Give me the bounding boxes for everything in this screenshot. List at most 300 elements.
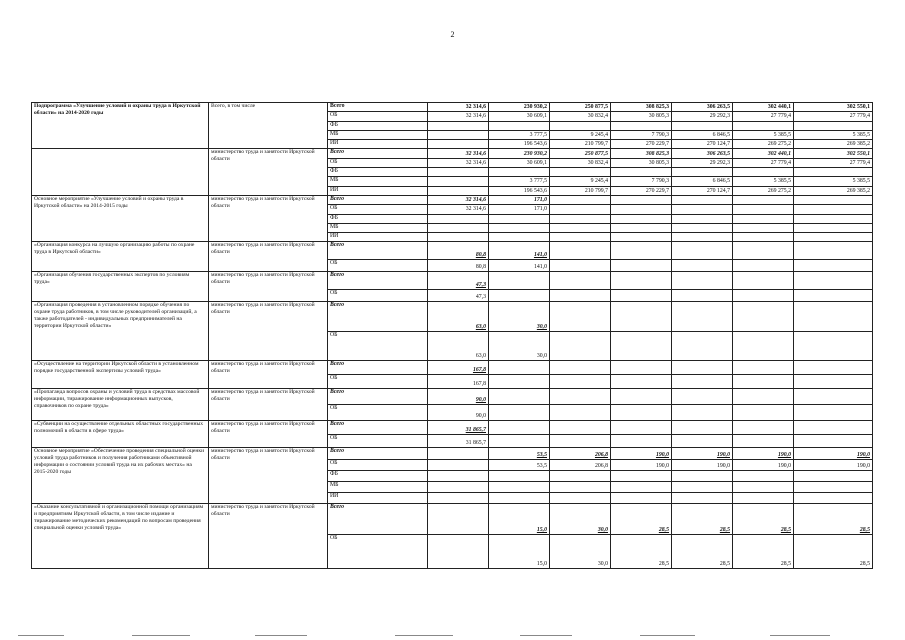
value-cell: 270 124,7 xyxy=(672,186,733,195)
value-cell xyxy=(794,242,873,260)
executor-cell: министерство труда и занятости Иркутской области xyxy=(209,504,328,569)
funding-source-cell: ИИ xyxy=(328,140,428,149)
value-cell: 270 229,7 xyxy=(611,186,672,195)
value-cell xyxy=(733,375,794,389)
value-cell xyxy=(733,214,794,223)
funding-source-cell: ФБ xyxy=(328,471,428,482)
value-cell: 190,0 xyxy=(733,448,794,460)
value-cell xyxy=(428,448,489,460)
funding-source-cell: ОБ xyxy=(328,290,428,302)
value-cell xyxy=(794,223,873,232)
value-cell xyxy=(611,361,672,375)
value-cell: 308 825,3 xyxy=(611,149,672,158)
table-row xyxy=(32,448,873,460)
value-cell xyxy=(672,168,733,177)
funding-source-cell: ОБ xyxy=(328,205,428,214)
value-cell: 30 805,3 xyxy=(611,112,672,121)
funding-source-cell: Всего xyxy=(328,242,428,260)
value-cell xyxy=(550,260,611,272)
value-cell xyxy=(550,290,611,302)
value-cell xyxy=(794,214,873,223)
value-cell: 28,5 xyxy=(733,504,794,535)
value-cell xyxy=(428,130,489,139)
value-cell xyxy=(611,272,672,290)
value-cell: 53,5 xyxy=(489,448,550,460)
value-cell xyxy=(672,260,733,272)
value-cell xyxy=(794,272,873,290)
value-cell: 28,5 xyxy=(672,504,733,535)
executor-cell: министерство труда и занятости Иркутской области xyxy=(209,389,328,421)
value-cell xyxy=(794,168,873,177)
value-cell: 230 930,2 xyxy=(489,149,550,158)
value-cell: 196 543,6 xyxy=(489,140,550,149)
funding-source-cell: МБ xyxy=(328,130,428,139)
value-cell: 32 314,6 xyxy=(428,195,489,204)
value-cell xyxy=(794,493,873,504)
value-cell xyxy=(611,233,672,242)
value-cell xyxy=(733,121,794,130)
value-cell: 32 314,6 xyxy=(428,149,489,158)
value-cell: 28,5 xyxy=(611,535,672,569)
value-cell xyxy=(428,140,489,149)
funding-source-cell: Всего xyxy=(328,149,428,158)
value-cell xyxy=(672,223,733,232)
value-cell xyxy=(672,471,733,482)
value-cell xyxy=(672,332,733,361)
value-cell xyxy=(611,375,672,389)
value-cell: 80,8 xyxy=(428,260,489,272)
value-cell: 3 777,5 xyxy=(489,177,550,186)
value-cell: 63,0 xyxy=(428,332,489,361)
value-cell xyxy=(428,504,489,535)
value-cell xyxy=(794,435,873,448)
value-cell xyxy=(733,493,794,504)
funding-source-cell: Всего xyxy=(328,389,428,405)
value-cell xyxy=(672,421,733,435)
value-cell xyxy=(794,205,873,214)
activity-name-cell: «Организация конкурса на лучшую организацию работы по охране труда в Иркутской области» xyxy=(32,242,209,272)
value-cell xyxy=(672,195,733,204)
value-cell xyxy=(489,421,550,435)
page-footer xyxy=(0,632,905,640)
value-cell: 269 385,2 xyxy=(794,140,873,149)
table-row xyxy=(32,421,873,435)
funding-source-cell: ОБ xyxy=(328,332,428,361)
value-cell: 230 930,2 xyxy=(489,103,550,112)
value-cell xyxy=(794,290,873,302)
activity-name-cell: «Оказание консультативной и организационной помощи организациям и предприятиям Иркутской области, в том числе издание и тиражирование методических рекомендаций по вопросам проведения специальной оценки условий труда» xyxy=(32,504,209,569)
table-row xyxy=(32,504,873,535)
executor-cell: министерство труда и занятости Иркутской области xyxy=(209,421,328,448)
value-cell xyxy=(733,389,794,405)
value-cell: 190,0 xyxy=(794,460,873,471)
value-cell: 167,8 xyxy=(428,361,489,375)
value-cell: 141,0 xyxy=(489,260,550,272)
funding-source-cell: Всего xyxy=(328,421,428,435)
activity-name-cell: Основное мероприятие «Обеспечение проведения специальной оценки условий труда работников и получения работниками объективной информации о состоянии условий труда на их рабочих местах» на 2015-2020 годы xyxy=(32,448,209,504)
funding-source-cell: ОБ xyxy=(328,535,428,569)
value-cell: 30,0 xyxy=(489,332,550,361)
value-cell: 190,0 xyxy=(611,448,672,460)
value-cell xyxy=(733,233,794,242)
value-cell: 5 385,5 xyxy=(794,177,873,186)
value-cell: 306 263,5 xyxy=(672,149,733,158)
value-cell: 302 440,1 xyxy=(733,103,794,112)
value-cell: 15,0 xyxy=(489,535,550,569)
footer-line xyxy=(132,635,190,636)
value-cell xyxy=(672,375,733,389)
value-cell: 171,0 xyxy=(489,195,550,204)
value-cell xyxy=(672,233,733,242)
table-row xyxy=(32,103,873,112)
value-cell xyxy=(794,121,873,130)
funding-source-cell: МБ xyxy=(328,177,428,186)
funding-source-cell: ОБ xyxy=(328,405,428,421)
value-cell xyxy=(611,223,672,232)
value-cell: 30,0 xyxy=(489,302,550,332)
value-cell: 9 245,4 xyxy=(550,130,611,139)
value-cell: 5 385,5 xyxy=(733,177,794,186)
value-cell: 206,8 xyxy=(550,460,611,471)
value-cell xyxy=(611,302,672,332)
value-cell: 28,5 xyxy=(794,504,873,535)
table-row xyxy=(32,272,873,290)
value-cell: 30 609,1 xyxy=(489,112,550,121)
value-cell: 90,0 xyxy=(428,389,489,405)
value-cell xyxy=(611,214,672,223)
value-cell xyxy=(672,214,733,223)
table-row xyxy=(32,242,873,260)
value-cell xyxy=(611,421,672,435)
value-cell xyxy=(550,195,611,204)
value-cell: 28,5 xyxy=(794,535,873,569)
value-cell: 28,5 xyxy=(672,535,733,569)
executor-cell: министерство труда и занятости Иркутской области xyxy=(209,242,328,272)
value-cell: 32 314,6 xyxy=(428,158,489,167)
budget-table xyxy=(31,102,873,569)
value-cell xyxy=(489,405,550,421)
value-cell: 302 550,1 xyxy=(794,149,873,158)
value-cell: 196 543,6 xyxy=(489,186,550,195)
value-cell xyxy=(733,168,794,177)
value-cell xyxy=(489,389,550,405)
table-body xyxy=(32,103,873,569)
value-cell xyxy=(611,435,672,448)
value-cell xyxy=(428,214,489,223)
value-cell xyxy=(794,195,873,204)
value-cell: 6 846,5 xyxy=(672,130,733,139)
value-cell xyxy=(733,290,794,302)
value-cell: 269 385,2 xyxy=(794,186,873,195)
value-cell xyxy=(489,435,550,448)
value-cell: 210 799,7 xyxy=(550,140,611,149)
value-cell xyxy=(550,168,611,177)
value-cell xyxy=(489,168,550,177)
value-cell xyxy=(733,421,794,435)
value-cell: 27 779,4 xyxy=(794,112,873,121)
funding-source-cell: ОБ xyxy=(328,112,428,121)
value-cell: 30 832,4 xyxy=(550,112,611,121)
value-cell xyxy=(428,177,489,186)
value-cell: 308 825,3 xyxy=(611,103,672,112)
value-cell xyxy=(672,121,733,130)
funding-source-cell: ФБ xyxy=(328,168,428,177)
value-cell xyxy=(550,435,611,448)
value-cell xyxy=(550,302,611,332)
funding-source-cell: ОБ xyxy=(328,375,428,389)
value-cell xyxy=(489,121,550,130)
value-cell: 9 245,4 xyxy=(550,177,611,186)
value-cell: 30 805,3 xyxy=(611,158,672,167)
value-cell xyxy=(489,493,550,504)
value-cell xyxy=(611,332,672,361)
funding-source-cell: МБ xyxy=(328,482,428,493)
value-cell xyxy=(733,482,794,493)
value-cell xyxy=(489,482,550,493)
value-cell xyxy=(550,214,611,223)
activity-name-cell xyxy=(32,149,209,195)
footer-line xyxy=(255,635,307,636)
table-row xyxy=(32,149,873,158)
value-cell: 250 877,5 xyxy=(550,103,611,112)
value-cell: 29 292,3 xyxy=(672,158,733,167)
funding-source-cell: Всего xyxy=(328,448,428,460)
funding-source-cell: ОБ xyxy=(328,158,428,167)
value-cell xyxy=(611,205,672,214)
value-cell xyxy=(550,233,611,242)
value-cell xyxy=(428,233,489,242)
value-cell xyxy=(672,272,733,290)
table-row xyxy=(32,361,873,375)
value-cell xyxy=(672,405,733,421)
funding-source-cell: ОБ xyxy=(328,435,428,448)
value-cell: 141,0 xyxy=(489,242,550,260)
footer-line xyxy=(770,635,830,636)
value-cell xyxy=(428,471,489,482)
value-cell: 63,0 xyxy=(428,302,489,332)
value-cell: 6 846,5 xyxy=(672,177,733,186)
value-cell: 7 790,3 xyxy=(611,130,672,139)
value-cell: 15,0 xyxy=(489,504,550,535)
value-cell: 302 550,1 xyxy=(794,103,873,112)
activity-name-cell: «Организация обучения государственных экспертов по условиям труда» xyxy=(32,272,209,302)
executor-cell: Всего, в том числе xyxy=(209,103,328,149)
value-cell xyxy=(611,389,672,405)
value-cell xyxy=(794,375,873,389)
value-cell: 210 799,7 xyxy=(550,186,611,195)
value-cell xyxy=(550,361,611,375)
value-cell: 28,5 xyxy=(611,504,672,535)
value-cell: 206,8 xyxy=(550,448,611,460)
value-cell xyxy=(489,361,550,375)
value-cell: 28,5 xyxy=(733,535,794,569)
value-cell xyxy=(489,471,550,482)
value-cell: 5 385,5 xyxy=(733,130,794,139)
value-cell xyxy=(733,471,794,482)
value-cell xyxy=(733,361,794,375)
value-cell: 190,0 xyxy=(611,460,672,471)
value-cell: 5 385,5 xyxy=(794,130,873,139)
value-cell: 32 314,6 xyxy=(428,103,489,112)
value-cell xyxy=(733,435,794,448)
executor-cell: министерство труда и занятости Иркутской области xyxy=(209,149,328,195)
value-cell xyxy=(428,482,489,493)
value-cell xyxy=(611,471,672,482)
value-cell xyxy=(672,361,733,375)
value-cell xyxy=(611,168,672,177)
footer-line xyxy=(395,635,453,636)
value-cell xyxy=(794,260,873,272)
value-cell xyxy=(733,242,794,260)
value-cell xyxy=(611,121,672,130)
footer-line xyxy=(520,635,572,636)
executor-cell: министерство труда и занятости Иркутской области xyxy=(209,361,328,389)
value-cell xyxy=(550,421,611,435)
executor-cell: министерство труда и занятости Иркутской области xyxy=(209,448,328,504)
value-cell xyxy=(428,223,489,232)
value-cell xyxy=(672,482,733,493)
value-cell: 190,0 xyxy=(794,448,873,460)
activity-name-cell: «Организация проведения в установленном порядке обучения по охране труда работников, в том числе руководителей организаций, а также работодателей - индивидуальных предпринимателей на территории Иркутской области» xyxy=(32,302,209,361)
funding-source-cell: Всего xyxy=(328,195,428,204)
value-cell: 306 263,5 xyxy=(672,103,733,112)
value-cell: 30,0 xyxy=(550,504,611,535)
value-cell xyxy=(489,272,550,290)
footer-line xyxy=(640,635,695,636)
value-cell xyxy=(794,332,873,361)
value-cell xyxy=(794,361,873,375)
funding-source-cell: ФБ xyxy=(328,214,428,223)
value-cell xyxy=(550,482,611,493)
page-number: 2 xyxy=(450,30,455,39)
activity-name-cell: «Субвенции на осуществление отдельных областных государственных полномочий в области в сфере труда» xyxy=(32,421,209,448)
value-cell xyxy=(794,389,873,405)
value-cell: 27 779,4 xyxy=(794,158,873,167)
value-cell xyxy=(550,242,611,260)
value-cell: 269 275,2 xyxy=(733,186,794,195)
value-cell xyxy=(611,482,672,493)
value-cell xyxy=(550,493,611,504)
executor-cell: министерство труда и занятости Иркутской области xyxy=(209,272,328,302)
value-cell xyxy=(489,375,550,389)
value-cell xyxy=(733,195,794,204)
funding-source-cell: ИИ xyxy=(328,233,428,242)
value-cell: 31 865,7 xyxy=(428,435,489,448)
value-cell xyxy=(672,290,733,302)
value-cell xyxy=(611,242,672,260)
value-cell xyxy=(733,260,794,272)
value-cell: 32 314,6 xyxy=(428,112,489,121)
value-cell xyxy=(794,421,873,435)
value-cell: 167,8 xyxy=(428,375,489,389)
activity-name-cell: Основное мероприятие «Улучшение условий и охраны труда в Иркутской области» на 2014-2015 годы xyxy=(32,195,209,241)
value-cell xyxy=(428,168,489,177)
funding-source-cell: Всего xyxy=(328,302,428,332)
value-cell xyxy=(611,493,672,504)
value-cell: 30,0 xyxy=(550,535,611,569)
activity-name-cell: «Осуществление на территории Иркутской области в установленном порядке государственной экспертизы условий труда» xyxy=(32,361,209,389)
value-cell: 171,0 xyxy=(489,205,550,214)
value-cell xyxy=(672,302,733,332)
value-cell xyxy=(550,471,611,482)
value-cell xyxy=(611,260,672,272)
funding-source-cell: ОБ xyxy=(328,460,428,471)
value-cell: 269 275,2 xyxy=(733,140,794,149)
value-cell xyxy=(794,471,873,482)
value-cell xyxy=(733,302,794,332)
value-cell xyxy=(550,389,611,405)
value-cell xyxy=(733,272,794,290)
value-cell: 32 314,6 xyxy=(428,205,489,214)
value-cell: 7 790,3 xyxy=(611,177,672,186)
value-cell xyxy=(550,332,611,361)
value-cell xyxy=(733,332,794,361)
value-cell xyxy=(489,214,550,223)
value-cell: 47,3 xyxy=(428,272,489,290)
funding-source-cell: ОБ xyxy=(328,260,428,272)
value-cell xyxy=(733,223,794,232)
value-cell: 80,8 xyxy=(428,242,489,260)
value-cell: 270 229,7 xyxy=(611,140,672,149)
value-cell: 90,0 xyxy=(428,405,489,421)
value-cell xyxy=(428,493,489,504)
funding-source-cell: МБ xyxy=(328,223,428,232)
value-cell xyxy=(733,405,794,421)
value-cell: 302 440,1 xyxy=(733,149,794,158)
value-cell xyxy=(489,223,550,232)
value-cell: 3 777,5 xyxy=(489,130,550,139)
activity-name-cell: Подпрограмма «Улучшение условий и охраны труда в Иркутской области» на 2014-2020 годы xyxy=(32,103,209,149)
value-cell xyxy=(550,205,611,214)
funding-source-cell: Всего xyxy=(328,361,428,375)
value-cell: 47,3 xyxy=(428,290,489,302)
value-cell xyxy=(672,242,733,260)
value-cell: 29 292,3 xyxy=(672,112,733,121)
value-cell xyxy=(794,482,873,493)
table-row xyxy=(32,302,873,332)
value-cell xyxy=(550,121,611,130)
value-cell xyxy=(794,405,873,421)
value-cell: 27 779,4 xyxy=(733,158,794,167)
value-cell: 190,0 xyxy=(672,448,733,460)
value-cell: 190,0 xyxy=(672,460,733,471)
value-cell: 27 779,4 xyxy=(733,112,794,121)
footer-line xyxy=(18,635,64,636)
value-cell: 31 865,7 xyxy=(428,421,489,435)
value-cell xyxy=(672,205,733,214)
value-cell xyxy=(550,375,611,389)
funding-source-cell: Всего xyxy=(328,272,428,290)
funding-source-cell: ФБ xyxy=(328,121,428,130)
value-cell xyxy=(794,233,873,242)
value-cell xyxy=(489,290,550,302)
value-cell xyxy=(428,460,489,471)
value-cell: 250 877,5 xyxy=(550,149,611,158)
value-cell xyxy=(428,186,489,195)
funding-source-cell: ИИ xyxy=(328,493,428,504)
value-cell xyxy=(794,302,873,332)
table-row xyxy=(32,389,873,405)
table-row xyxy=(32,195,873,204)
value-cell xyxy=(611,405,672,421)
value-cell: 30 832,4 xyxy=(550,158,611,167)
value-cell xyxy=(428,121,489,130)
activity-name-cell: «Пропаганда вопросов охраны и условий труда в средствах массовой информации, тиражирование информационных выпусков, справочников по охране труда» xyxy=(32,389,209,421)
executor-cell: министерство труда и занятости Иркутской области xyxy=(209,195,328,241)
value-cell xyxy=(611,290,672,302)
value-cell: 270 124,7 xyxy=(672,140,733,149)
value-cell xyxy=(550,223,611,232)
